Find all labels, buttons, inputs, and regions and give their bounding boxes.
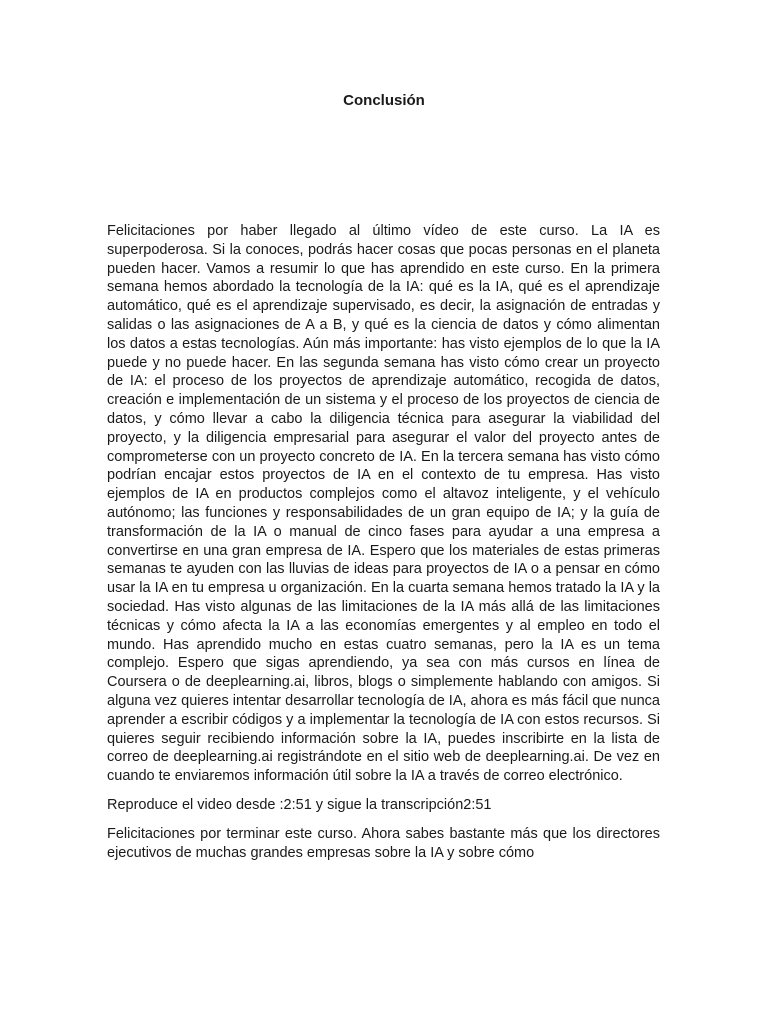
- document-body: [107, 222, 660, 872]
- page-title: Conclusión: [343, 92, 425, 109]
- summary-paragraph: Felicitaciones por haber llegado al último vídeo de este curso. La IA es superpoderosa. Si la conoces, podrás hacer cosas que pocas personas en el planeta pueden hacer. Vamos a resumir lo que has aprendido en este curso. En la primera semana hemos abordado la tecnología de la IA: qué es la IA, qué es el aprendizaje automático, qué es el aprendizaje supervisado, es decir, la asignación de entradas y salidas o las asignaciones de A a B, y qué es la ciencia de datos y cómo alimentan los datos a estas tecnologías. Aún más importante: has visto ejemplos de lo que la IA puede y no puede hacer. En las segunda semana has visto cómo crear un proyecto de IA: el proceso de los proyectos de aprendizaje automático, recogida de datos, creación e implementación de un sistema y el proceso de los proyectos de ciencia de datos, y cómo llevar a cabo la diligencia técnica para asegurar la viabilidad del proyecto, y la diligencia empresarial para asegurar el valor del proyecto antes de comprometerse con un proyecto concreto de IA. En la tercera semana has visto cómo podrían encajar estos proyectos de IA en el contexto de tu empresa. Has visto ejemplos de IA en productos complejos como el altavoz inteligente, y el vehículo autónomo; las funciones y responsabilidades de un gran equipo de IA; y la guía de transformación de la IA o manual de cinco fases para ayudar a una empresa a convertirse en una gran empresa de IA. Espero que los materiales de estas primeras semanas te ayuden con las lluvias de ideas para proyectos de IA o a pensar en cómo usar la IA en tu empresa u organización. En la cuarta semana hemos tratado la IA y la sociedad. Has visto algunas de las limitaciones de la IA más allá de las limitaciones técnicas y cómo afecta la IA a las economías emergentes y al empleo en todo el mundo. Has aprendido mucho en estas cuatro semanas, pero la IA es un tema complejo. Espero que sigas aprendiendo, ya sea con más cursos en línea de Coursera o de deeplearning.ai, libros, blogs o simplemente hablando con amigos. Si alguna vez quieres intentar desarrollar tecnología de IA, ahora es más fácil que nunca aprender a escribir códigos y a implementar la tecnología de IA con estos recursos. Si quieres seguir recibiendo información sobre la IA, puedes inscribirte en la lista de correo de deeplearning.ai registrándote en el sitio web de deeplearning.ai. De vez en cuando te enviaremos información útil sobre la IA a través de correo electrónico.: [107, 223, 660, 785]
- transcript-timestamp-line: Reproduce el video desde :2:51 y sigue la transcripción2:51: [107, 796, 492, 813]
- closing-paragraph: Felicitaciones por terminar este curso. Ahora sabes bastante más que los directores ejecutivos de muchas grandes empresas sobre la IA y sobre cómo: [107, 825, 660, 861]
